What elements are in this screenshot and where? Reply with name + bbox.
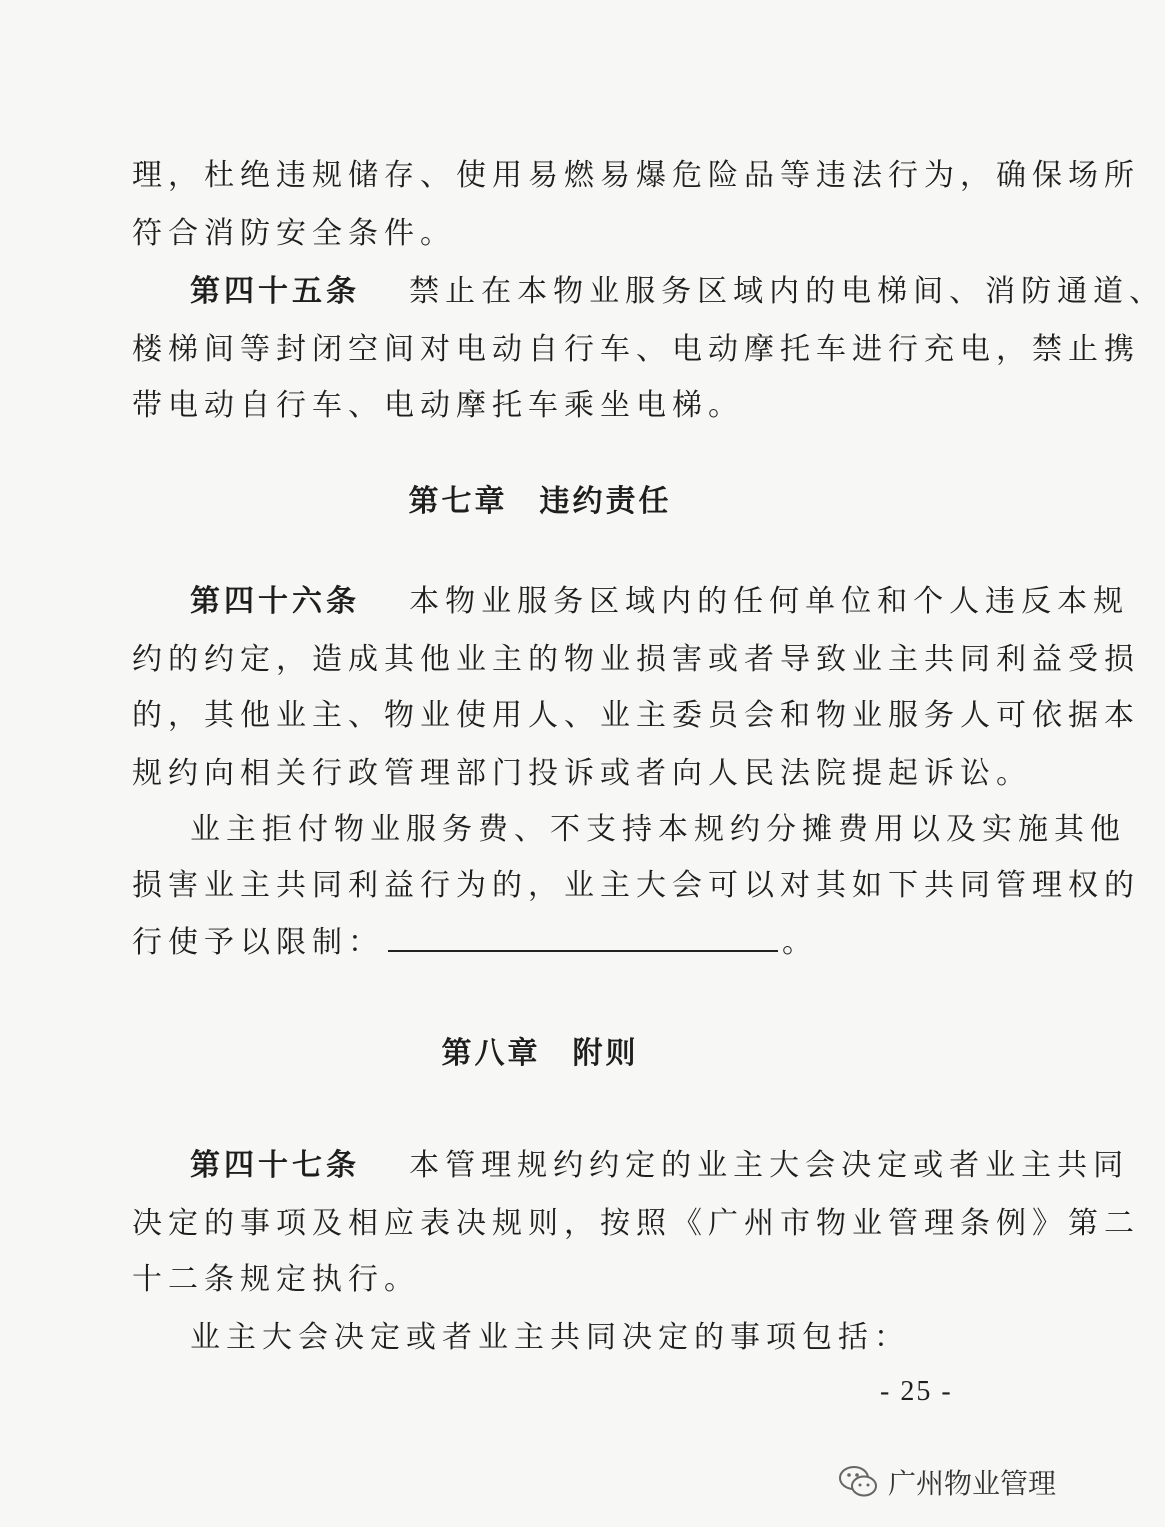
chapter-8-heading: [0, 1034, 1080, 1074]
article-47: [190, 1146, 1130, 1186]
body-line: 损害业主共同利益行为的，业主大会可以对其如下共同管理权的: [132, 868, 1140, 903]
article-47-text: 本管理规约约定的业主大会决定或者业主共同: [409, 1148, 1130, 1183]
fill-in-blank[interactable]: [388, 922, 778, 952]
chapter-7-heading: [0, 482, 1080, 522]
chapter-8-number: 第八章: [441, 1036, 541, 1071]
article-45: [190, 272, 1165, 312]
body-line: 带电动自行车、电动摩托车乘坐电梯。: [132, 388, 744, 423]
chapter-7-number: 第七章: [408, 484, 508, 519]
article-46: [190, 582, 1130, 622]
article-46-text: 本物业服务区域内的任何单位和个人违反本规: [409, 584, 1130, 619]
watermark: [836, 1462, 1056, 1502]
body-line: 楼梯间等封闭空间对电动自行车、电动摩托车进行充电，禁止携: [132, 332, 1140, 367]
restriction-label: 行使予以限制：: [132, 925, 384, 960]
body-line: 理，杜绝违规储存、使用易燃易爆危险品等违法行为，确保场所: [132, 158, 1140, 193]
article-46-label: 第四十六条: [190, 584, 360, 619]
chapter-7-title: 违约责任: [539, 484, 672, 519]
article-47-label: 第四十七条: [190, 1148, 360, 1183]
body-line: 约的约定，造成其他业主的物业损害或者导致业主共同利益受损: [132, 642, 1140, 677]
blank-period: 。: [782, 925, 818, 960]
wechat-icon: [836, 1462, 880, 1502]
body-line: 决定的事项及相应表决规则，按照《广州市物业管理条例》第二: [132, 1206, 1140, 1241]
chapter-8-title: 附则: [572, 1036, 639, 1071]
body-line: 规约向相关行政管理部门投诉或者向人民法院提起诉讼。: [132, 756, 1032, 791]
restriction-line: [132, 922, 948, 963]
article-45-text: 禁止在本物业服务区域内的电梯间、消防通道、: [409, 274, 1165, 309]
watermark-text: 广州物业管理: [888, 1467, 1057, 1500]
article-45-label: 第四十五条: [190, 274, 360, 309]
page-number: - 25 -: [880, 1376, 953, 1407]
body-line: 十二条规定执行。: [132, 1262, 420, 1297]
body-line: 的，其他业主、物业使用人、业主委员会和物业服务人可依据本: [132, 698, 1140, 733]
body-line: 业主大会决定或者业主共同决定的事项包括：: [190, 1320, 910, 1355]
body-line: 符合消防安全条件。: [132, 216, 456, 251]
body-line: 业主拒付物业服务费、不支持本规约分摊费用以及实施其他: [190, 812, 1126, 847]
